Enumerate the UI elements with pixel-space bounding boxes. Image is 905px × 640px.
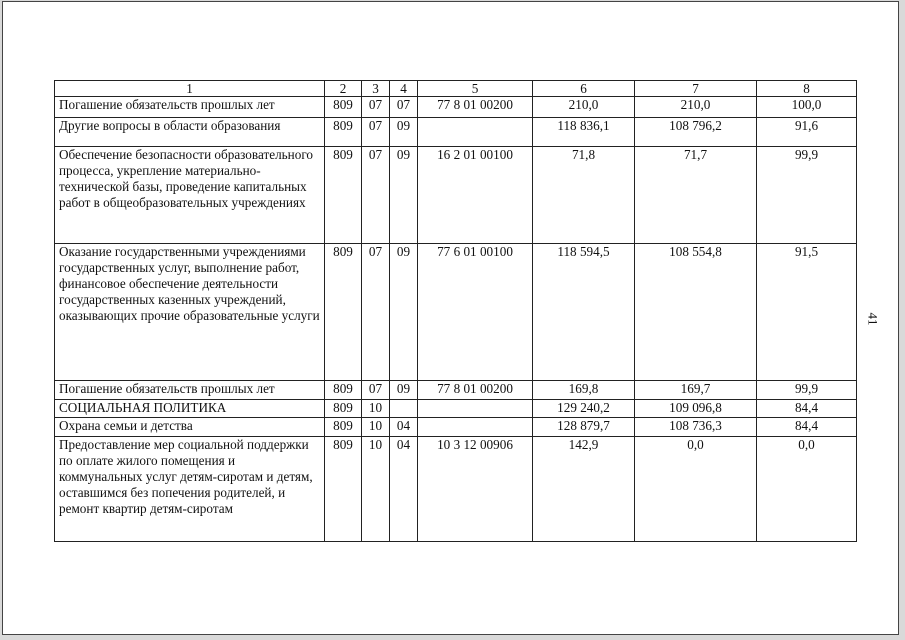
code-target-cell: 16 2 01 00100	[418, 147, 533, 244]
value-actual-cell: 108 796,2	[635, 118, 757, 147]
value-actual-cell: 169,7	[635, 381, 757, 400]
code-section-cell: 10	[362, 437, 390, 542]
value-actual-cell: 108 736,3	[635, 418, 757, 437]
code-subsection-cell: 07	[390, 97, 418, 118]
page-number: 41	[865, 312, 881, 326]
value-percent-cell: 99,9	[757, 381, 857, 400]
code-subsection-cell: 04	[390, 418, 418, 437]
header-cell: 2	[325, 81, 362, 97]
value-percent-cell: 100,0	[757, 97, 857, 118]
item-name-cell: Погашение обязательств прошлых лет	[55, 97, 325, 118]
code-target-cell	[418, 118, 533, 147]
value-percent-cell: 91,6	[757, 118, 857, 147]
code-admin-cell: 809	[325, 381, 362, 400]
header-cell: 7	[635, 81, 757, 97]
budget-table	[54, 80, 857, 542]
item-name-cell: Другие вопросы в области образования	[55, 118, 325, 147]
code-section-cell: 10	[362, 400, 390, 418]
header-cell: 3	[362, 81, 390, 97]
value-planned-cell: 71,8	[533, 147, 635, 244]
value-actual-cell: 109 096,8	[635, 400, 757, 418]
value-actual-cell: 71,7	[635, 147, 757, 244]
code-section-cell: 07	[362, 147, 390, 244]
code-admin-cell: 809	[325, 244, 362, 381]
value-planned-cell: 142,9	[533, 437, 635, 542]
code-admin-cell: 809	[325, 418, 362, 437]
table-row	[55, 400, 857, 418]
value-percent-cell: 84,4	[757, 418, 857, 437]
value-planned-cell: 118 836,1	[533, 118, 635, 147]
value-actual-cell: 108 554,8	[635, 244, 757, 381]
header-cell: 6	[533, 81, 635, 97]
item-name-cell: Погашение обязательств прошлых лет	[55, 381, 325, 400]
item-name-cell: СОЦИАЛЬНАЯ ПОЛИТИКА	[55, 400, 325, 418]
value-planned-cell: 210,0	[533, 97, 635, 118]
code-subsection-cell: 09	[390, 381, 418, 400]
value-actual-cell: 210,0	[635, 97, 757, 118]
code-target-cell: 77 8 01 00200	[418, 381, 533, 400]
value-percent-cell: 99,9	[757, 147, 857, 244]
code-admin-cell: 809	[325, 118, 362, 147]
value-actual-cell: 0,0	[635, 437, 757, 542]
table-row	[55, 381, 857, 400]
code-target-cell: 10 3 12 00906	[418, 437, 533, 542]
table-row	[55, 118, 857, 147]
code-target-cell	[418, 418, 533, 437]
header-cell: 1	[55, 81, 325, 97]
code-section-cell: 07	[362, 244, 390, 381]
item-name-cell: Охрана семьи и детства	[55, 418, 325, 437]
value-planned-cell: 118 594,5	[533, 244, 635, 381]
table-row	[55, 244, 857, 381]
item-name-cell: Предоставление мер социальной поддержки по оплате жилого помещения и коммунальных услуг детям-сиротам и детям, оставшимся без попечения родителей, и ремонт квартир детям-сиротам	[55, 437, 325, 542]
value-percent-cell: 84,4	[757, 400, 857, 418]
code-subsection-cell: 09	[390, 147, 418, 244]
code-admin-cell: 809	[325, 437, 362, 542]
value-percent-cell: 91,5	[757, 244, 857, 381]
table-row	[55, 437, 857, 542]
code-target-cell: 77 6 01 00100	[418, 244, 533, 381]
table-row	[55, 97, 857, 118]
header-cell: 4	[390, 81, 418, 97]
code-subsection-cell: 09	[390, 244, 418, 381]
value-percent-cell: 0,0	[757, 437, 857, 542]
value-planned-cell: 169,8	[533, 381, 635, 400]
code-target-cell: 77 8 01 00200	[418, 97, 533, 118]
value-planned-cell: 128 879,7	[533, 418, 635, 437]
code-section-cell: 07	[362, 381, 390, 400]
table-row	[55, 147, 857, 244]
code-admin-cell: 809	[325, 147, 362, 244]
code-section-cell: 10	[362, 418, 390, 437]
table-header-row	[55, 81, 857, 97]
code-subsection-cell: 04	[390, 437, 418, 542]
table-row	[55, 418, 857, 437]
code-subsection-cell: 09	[390, 118, 418, 147]
header-cell: 5	[418, 81, 533, 97]
item-name-cell: Обеспечение безопасности образовательного процесса, укрепление материально-технической базы, проведение капитальных работ в общеобразовательных учреждениях	[55, 147, 325, 244]
value-planned-cell: 129 240,2	[533, 400, 635, 418]
code-section-cell: 07	[362, 97, 390, 118]
code-admin-cell: 809	[325, 400, 362, 418]
code-subsection-cell	[390, 400, 418, 418]
item-name-cell: Оказание государственными учреждениями государственных услуг, выполнение работ, финансовое обеспечение деятельности государственных казенных учреждений, оказывающих прочие образовательные услуги	[55, 244, 325, 381]
code-target-cell	[418, 400, 533, 418]
code-admin-cell: 809	[325, 97, 362, 118]
code-section-cell: 07	[362, 118, 390, 147]
header-cell: 8	[757, 81, 857, 97]
